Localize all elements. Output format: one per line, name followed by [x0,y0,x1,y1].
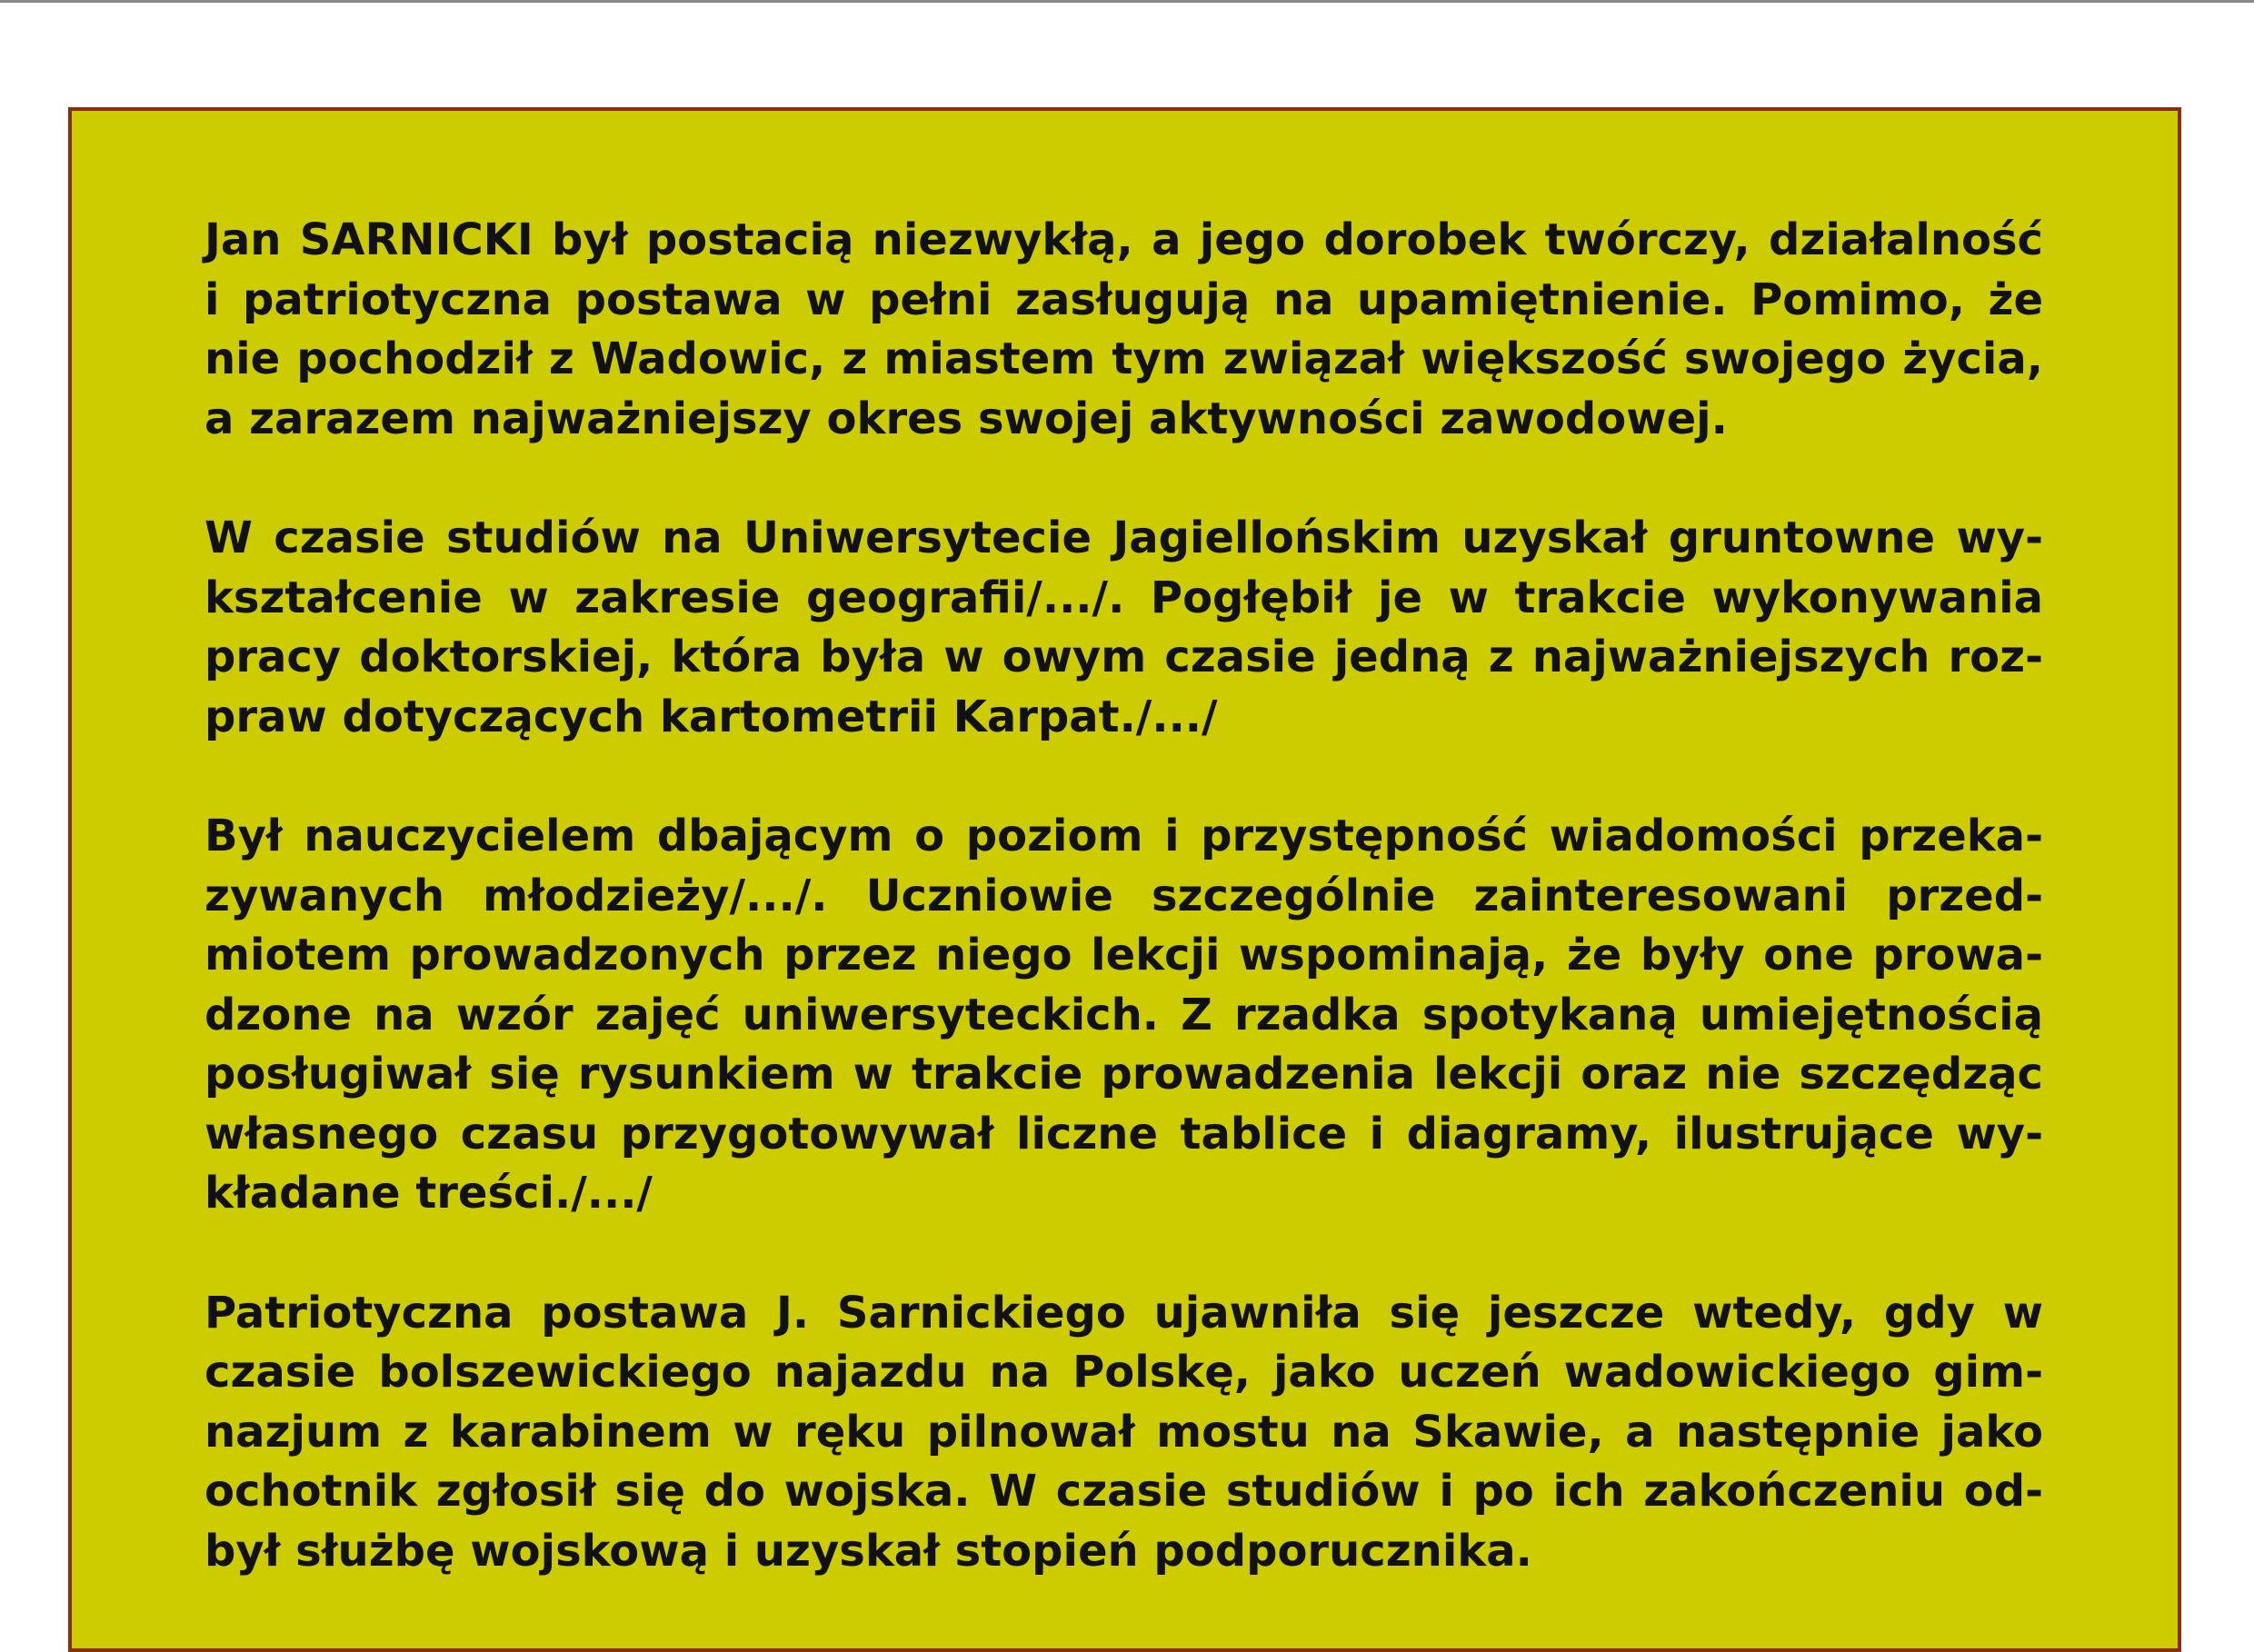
paragraph-studies: W czasie studiów na Uniwersytecie Jagiellońskim uzyskał gruntowne wykształcenie w zakresie geografii/.../. Pogłębił je w trakcie wykonywania pracy doktorskiej, która była w owym czasie jedną z najważniejszych rozpraw dotyczących kartometrii Karpat./.../ [204,513,2043,742]
paragraph-intro: Jan SARNICKI był postacią niezwykłą, a jego dorobek twórczy, działalność i patriotyczna postawa w pełni zasługują na upamiętnienie. Pomimo, że nie pochodził z Wadowic, z miastem tym związał większość swojego życia, a zarazem najważniejszy okres swojej aktywności zawodowej. [204,214,2043,444]
document-body [204,211,2043,1641]
text-panel [68,107,2181,1652]
paragraph-teaching: Był nauczycielem dbającym o poziom i przystępność wiadomości przekazywanych młodzieży/.../. Uczniowie szczególnie zainteresowani przedmiotem prowadzonych przez niego lekcji wspominają, że były one prowadzone na wzór zajęć uniwersyteckich. Z rzadka spotykaną umiejętnością posługiwał się rysunkiem w trakcie prowadzenia lekcji oraz nie szczędząc własnego czasu przygotowywał liczne tablice i diagramy, ilustrujące wykładane treści./.../ [204,811,2043,1219]
top-rule [0,0,2254,3]
paragraph-patriotism: Patriotyczna postawa J. Sarnickiego ujawniła się jeszcze wtedy, gdy w czasie bolszewickiego najazdu na Polskę, jako uczeń wadowickiego gimnazjum z karabinem w ręku pilnował mostu na Skawie, a następnie jako ochotnik zgłosił się do wojska. W czasie studiów i po ich zakończeniu odbył służbę wojskową i uzyskał stopień podporucznika. [204,1287,2043,1577]
